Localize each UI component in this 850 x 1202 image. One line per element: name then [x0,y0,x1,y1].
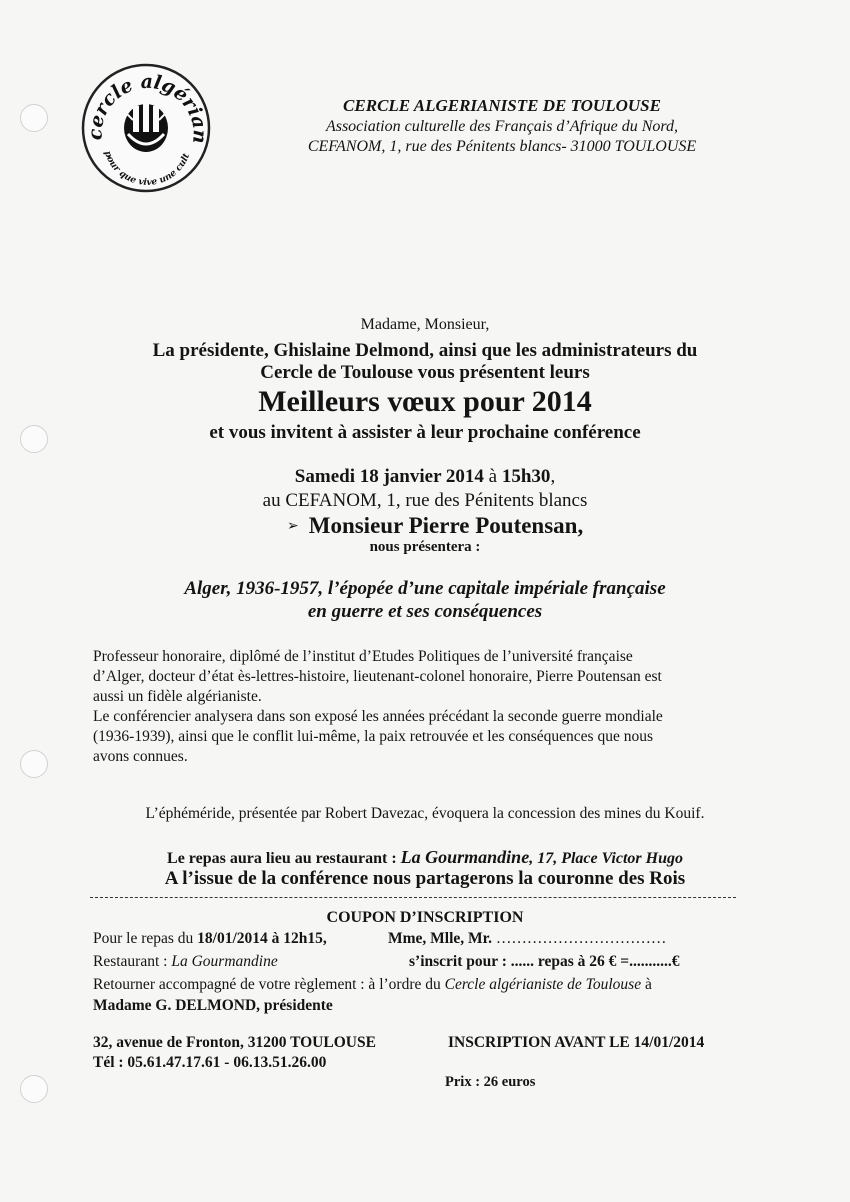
event-date-day: Samedi 18 janvier 2014 [294,466,484,487]
speaker-name: Monsieur Pierre Poutensan, [308,513,584,538]
coupon-restaurant-value: La Gourmandine [171,953,278,970]
coupon-cut-line [90,897,736,898]
ephemeride-line: L’éphéméride, présentée par Robert Davezac, évoquera la concession des mines du Kouif. [145,805,705,822]
intro-line-2: Cercle de Toulouse vous présentent leurs [260,362,590,383]
punch-hole [20,1075,48,1103]
coupon-row-meal [93,929,741,949]
coupon-row-return [93,975,741,995]
bio-paragraph [93,647,741,767]
topic-line-1: Alger, 1936-1957, l’épopée d’une capitale impériale française [184,578,666,599]
coupon-restaurant-label: Restaurant : [93,953,172,970]
presents-line: nous présentera : [369,539,481,555]
meal-line [0,847,850,868]
bio-line: Professeur honoraire, diplômé de l’institut d’Etudes Politiques de l’université française [93,648,633,665]
event-date-connector: à [483,466,502,487]
coupon-names-label: Mme, Mlle, Mr. [388,930,493,947]
coupon-title: COUPON D’INSCRIPTION [326,909,524,926]
topic-line-2: en guerre et ses conséquences [307,601,543,622]
coupon-meal-count-field[interactable]: s’inscrit pour : ...... repas à 26 € =...........€ [409,953,680,970]
coupon-row-restaurant [93,952,741,972]
coupon-return-text: Retourner accompagné de votre règlement : à l’ordre du [93,976,445,993]
logo-text-bottom: pour que vive une cult [101,149,193,188]
coupon-meal-date: 18/01/2014 à 12h15, [197,930,327,947]
event-speaker [287,513,583,539]
meal-prefix: Le repas aura lieu au restaurant : [167,850,401,867]
coupon-payee: Cercle algérianiste de Toulouse [444,976,642,993]
invitation-line: et vous invitent à assister à leur prochaine conférence [209,422,641,443]
association-address: CEFANOM, 1, rue des Pénitents blancs- 31000 TOULOUSE [307,138,697,155]
coupon-names-field[interactable]: …………………………… [492,930,667,947]
restaurant-address: , 17, Place Victor Hugo [529,850,683,867]
new-year-wishes: Meilleurs vœux pour 2014 [258,385,592,418]
restaurant-name: La Gourmandine [400,847,530,867]
registration-deadline: INSCRIPTION AVANT LE 14/01/2014 [448,1034,705,1051]
coupon-return-end: à [641,976,652,993]
event-date [0,466,850,488]
footer-phone: Tél : 05.61.47.17.61 - 06.13.51.26.00 [93,1054,327,1071]
greeting: Madame, Monsieur, [360,316,490,333]
coupon-recipient: Madame G. DELMOND, présidente [93,997,333,1014]
association-subtitle: Association culturelle des Français d’Afrique du Nord, [325,118,679,135]
bio-line: (1936-1939), ainsi que le conflit lui-même, la paix retrouvée et les conséquences que nous [93,728,653,745]
association-logo [80,62,212,194]
price: Prix : 26 euros [445,1074,536,1090]
footer-address: 32, avenue de Fronton, 31200 TOULOUSE [93,1034,376,1051]
kings-cake-line: A l’issue de la conférence nous partagerons la couronne des Rois [164,868,686,889]
event-time: 15h30 [501,466,551,487]
punch-hole [20,104,48,132]
bio-line: avons connues. [93,748,188,765]
coupon-meal-label: Pour le repas du [93,930,198,947]
logo-text-top: cercle algérian [84,70,211,145]
association-title: CERCLE ALGERIANISTE DE TOULOUSE [343,96,661,115]
bio-line: d’Alger, docteur d’état ès-lettres-histoire, lieutenant-colonel honoraire, Pierre Poutensan est [93,668,662,685]
bio-line: Le conférencier analysera dans son exposé les années précédant la seconde guerre mondiale [93,708,663,725]
logo-seal-icon [80,62,212,194]
punch-hole [20,750,48,778]
arrow-bullet-icon: ➢ [287,518,299,534]
intro-line-1: La présidente, Ghislaine Delmond, ainsi que les administrateurs du [152,340,698,361]
bio-line: aussi un fidèle algérianiste. [93,688,262,705]
event-place: au CEFANOM, 1, rue des Pénitents blancs [262,490,588,511]
event-time-suffix: , [550,466,556,487]
